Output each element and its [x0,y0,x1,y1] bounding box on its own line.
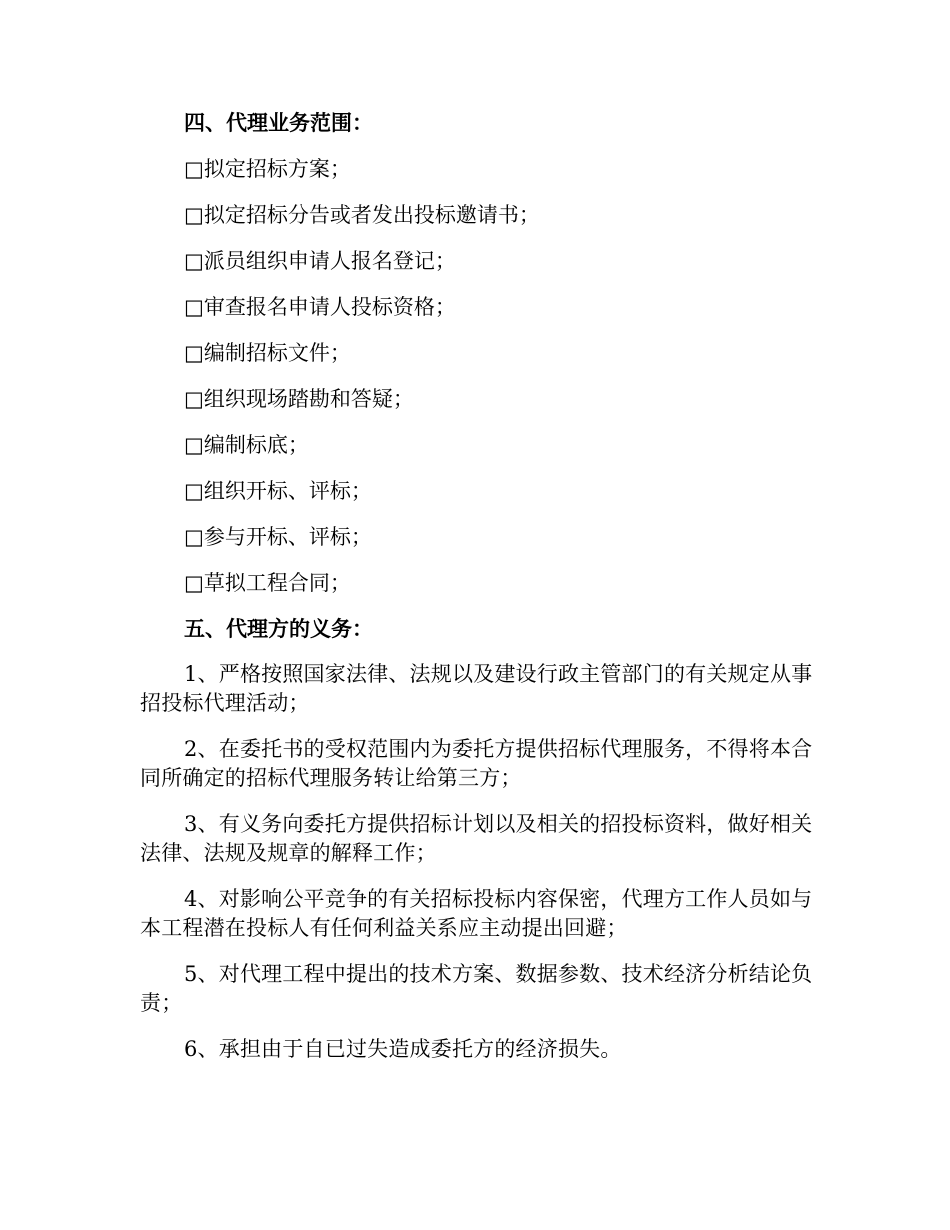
checklist-item: □编制招标文件； [184,341,351,365]
obligation-paragraph: 3、有义务向委托方提供招标计划以及相关的招投标资料，做好相关法律、法规及规章的解释工作； [140,812,813,865]
obligation-paragraph: 4、对影响公平竞争的有关招标投标内容保密，代理方工作人员如与本工程潜在投标人有任何利益关系应主动提出回避； [140,887,813,940]
checklist-item: □审查报名申请人投标资格； [184,295,456,319]
checklist-item: □编制标底； [184,433,309,457]
checklist-item: □组织开标、评标； [184,479,372,503]
obligation-paragraph: 1、严格按照国家法律、法规以及建设行政主管部门的有关规定从事招投标代理活动； [140,662,813,715]
checklist-item: □参与开标、评标； [184,525,372,549]
obligation-paragraph: 6、承担由于自已过失造成委托方的经济损失。 [184,1037,622,1061]
agency-scope-checklist [140,154,830,598]
checklist-item: □派员组织申请人报名登记； [184,249,456,273]
section-heading-agent-obligations: 五、代理方的义务： [184,617,373,641]
checklist-item: □组织现场踏勘和答疑； [184,387,414,411]
document-content [140,108,830,1081]
obligation-paragraph: 5、对代理工程中提出的技术方案、数据参数、技术经济分析结论负责； [140,962,813,1015]
checklist-item: □拟定招标分告或者发出投标邀请书； [184,203,540,227]
checklist-item: □草拟工程合同； [184,571,351,595]
obligation-paragraph: 2、在委托书的受权范围内为委托方提供招标代理服务，不得将本合同所确定的招标代理服务转让给第三方； [140,737,813,790]
agent-obligations-list [140,660,830,1064]
checklist-item: □拟定招标方案； [184,157,351,181]
section-heading-agency-scope: 四、代理业务范围： [184,111,373,135]
